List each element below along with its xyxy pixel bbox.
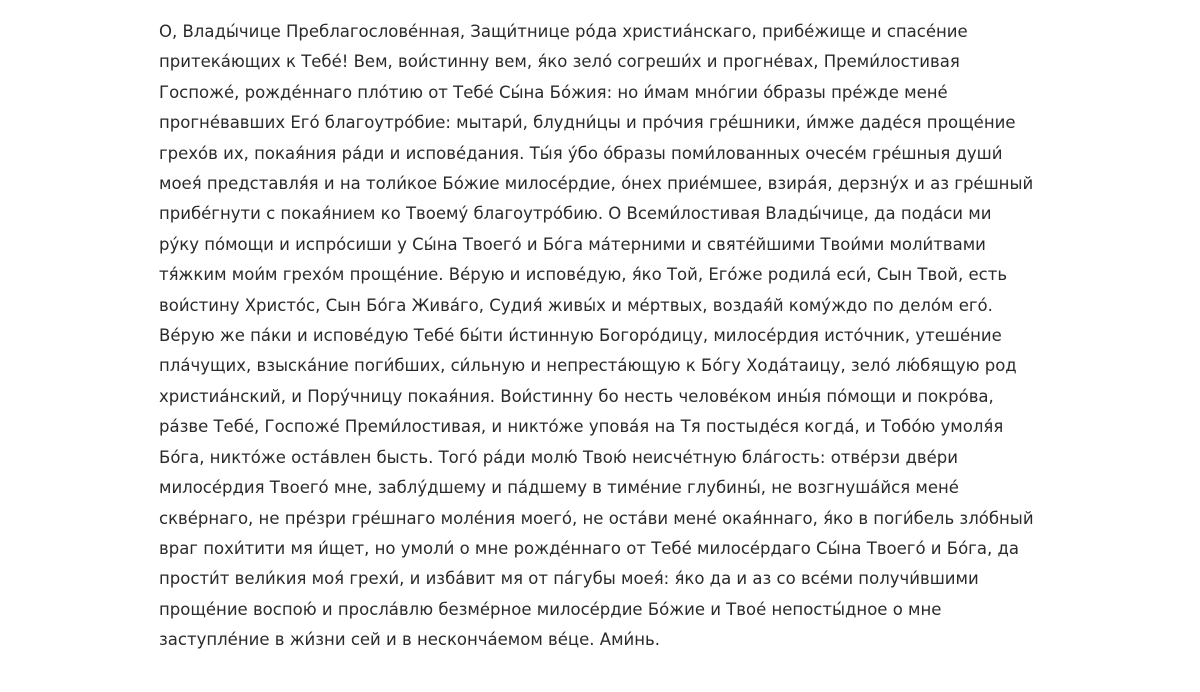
text-line: проще́ние воспою́ и просла́влю безме́рное милосе́рдие Бо́жие и Твое́ непосты́дное о мне	[159, 599, 942, 619]
text-line: Бо́га, никто́же оста́влен бысть. Того́ ра́ди молю́ Твою́ неисче́тную бла́гость: отве́рзи две́ри	[159, 447, 958, 467]
text-line: враг похи́тити мя и́щет, но умоли́ о мне рожде́ннаго от Тебе́ милосе́рдаго Сы́на Твоего́ и Бо́га, да	[159, 538, 1019, 558]
text-line: Госпоже́, рожде́ннаго пло́тию от Тебе́ Сы́на Бо́жия: но и́мам мно́гии о́бразы пре́жде мене́	[159, 82, 948, 102]
text-line: христиа́нский, и Пору́чницу покая́ния. Вои́стинну бо несть челове́ком ины́я по́мощи и покро́ва,	[159, 386, 994, 406]
text-line: притека́ющих к Тебе́! Вем, вои́стинну вем, я́ко зело́ согреши́х и прогне́вах, Преми́лостивая	[159, 52, 960, 72]
text-line: заступле́ние в жи́зни сей и в несконча́емом ве́це. Ами́нь.	[159, 630, 661, 650]
text-line: прогне́вавших Его́ благоутро́бие: мытари́, блудни́цы и про́чия гре́шники, и́мже даде́ся проще́ние	[159, 113, 1016, 133]
text-line: тя́жким мои́м грехо́м проще́ние. Ве́рую и испове́дую, я́ко Той, Его́же родила́ еси́, Сын Твой, есть	[159, 265, 1008, 285]
text-line: пла́чущих, взыска́ние поги́бших, си́льную и непреста́ющую к Бо́гу Хода́таицу, зело́ лю́бящую род	[159, 356, 1017, 376]
text-line: ру́ку по́мощи и испро́сиши у Сы́на Твоего́ и Бо́га ма́терними и святе́йшими Твои́ми моли́твами	[159, 234, 986, 254]
text-line: О, Влады́чице Преблагослове́нная, Защи́тнице ро́да христиа́нскаго, прибе́жище и спасе́ние	[159, 22, 968, 41]
text-line: скве́рнаго, не пре́зри гре́шнаго моле́ния моего́, не оста́ви мене́ окая́ннаго, я́ко в поги́бель зло́бный	[159, 508, 1034, 528]
text-line: прости́т вели́кия моя́ грехи́, и изба́вит мя от па́губы моея́: я́ко да и аз со все́ми получи́вшими	[159, 569, 979, 589]
text-line: прибе́гнути с покая́нием ко Твоему́ благоутро́бию. О Всеми́лостивая Влады́чице, да пода́си ми	[159, 204, 992, 224]
text-line: грехо́в их, покая́ния ра́ди и испове́дания. Ты́я у́бо о́бразы поми́лованных очесе́м гре́шныя души́	[159, 143, 1003, 163]
text-line: ра́зве Тебе́, Госпоже́ Преми́лостивая, и никто́же упова́я на Тя постыде́ся когда́, и Тобо́ю умоля́я	[159, 417, 1004, 437]
text-line: Ве́рую же па́ки и испове́дую Тебе́ бы́ти и́стинную Богоро́дицу, милосе́рдия исто́чник, утеше́ние	[159, 326, 1002, 346]
prayer-paragraph	[159, 17, 1159, 656]
text-line: моея́ представля́я и на толи́кое Бо́жие милосе́рдие, о́нех прие́мшее, взира́я, дерзну́х и аз гре́шный	[159, 174, 1034, 194]
text-line: милосе́рдия Твоего́ мне, заблу́дшему и па́дшему в тиме́ние глубины́, не возгнуша́йся мене́	[159, 478, 959, 498]
text-line: вои́стину Христо́с, Сын Бо́га Жива́го, Судия́ живы́х и ме́ртвых, воздая́й комýждо по дело́м его́.	[159, 295, 993, 315]
